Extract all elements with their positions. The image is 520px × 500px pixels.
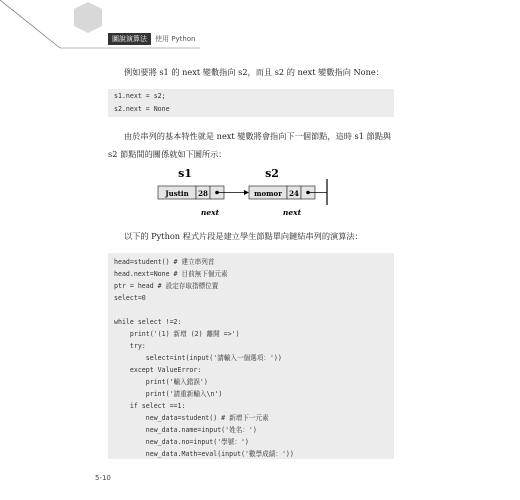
code-line: select=int(input('請輸入一個選項：')) bbox=[114, 354, 282, 362]
code-line: new_data.name=input('姓名：') bbox=[114, 426, 257, 434]
arrow-head-1 bbox=[244, 190, 249, 195]
code-block-2 bbox=[108, 253, 394, 459]
label-s2: s2 bbox=[265, 167, 279, 180]
code-line: print('(1) 新增 (2) 離開 =>') bbox=[114, 330, 240, 338]
code-line: select=0 bbox=[114, 294, 146, 302]
code-line: s2.next = None bbox=[114, 105, 170, 113]
node-2-value: 24 bbox=[289, 189, 299, 198]
node-2-name: momor bbox=[254, 189, 282, 198]
code-line: try: bbox=[114, 342, 146, 350]
chapter-header bbox=[108, 33, 196, 45]
code-line: head=student() # 建立串列首 bbox=[114, 258, 215, 266]
chapter-subtitle: 使用 Python bbox=[155, 35, 196, 43]
paragraph-1: 例如要將 s1 的 next 變數指向 s2，而且 s2 的 next 變數指向 None： bbox=[124, 67, 384, 77]
paragraph-2: 由於串列的基本特性就是 next 變數將會指向下一個節點，這時 s1 節點與 bbox=[124, 131, 392, 141]
paragraph-4: 以下的 Python 程式片段是建立學生節點單向鏈結串列的演算法： bbox=[124, 231, 363, 241]
code-line: new_data.no=input('學號：') bbox=[114, 438, 249, 446]
code-line: except ValueError: bbox=[114, 366, 202, 374]
node-1-value: 28 bbox=[198, 189, 208, 198]
label-s1: s1 bbox=[178, 167, 192, 180]
code-line: print('輸入錯誤') bbox=[114, 378, 208, 386]
page-number: 5-10 bbox=[95, 474, 111, 482]
code-line: new_data.Math=eval(input('數學成績：')) bbox=[114, 450, 294, 458]
chapter-tag: 圖說演算法 bbox=[108, 33, 151, 45]
node-1-name: Justin bbox=[165, 189, 189, 198]
code-line: s1.next = s2; bbox=[114, 92, 166, 100]
paragraph-3: s2 節點間的關係就如下圖所示： bbox=[108, 149, 227, 159]
code-block-1 bbox=[108, 89, 394, 117]
code-line: print('請重新輸入\n') bbox=[114, 390, 223, 398]
code-line: head.next=None # 目前無下個元素 bbox=[114, 270, 228, 278]
code-line: if select ==1: bbox=[114, 402, 186, 410]
next-label-1: next bbox=[200, 208, 220, 217]
linked-list-diagram bbox=[150, 165, 340, 225]
code-line: new_data=student() # 新增下一元素 bbox=[114, 414, 269, 422]
code-line: while select !=2: bbox=[114, 318, 182, 326]
next-label-2: next bbox=[282, 208, 302, 217]
code-line: ptr = head # 設定存取指標位置 bbox=[114, 282, 219, 290]
